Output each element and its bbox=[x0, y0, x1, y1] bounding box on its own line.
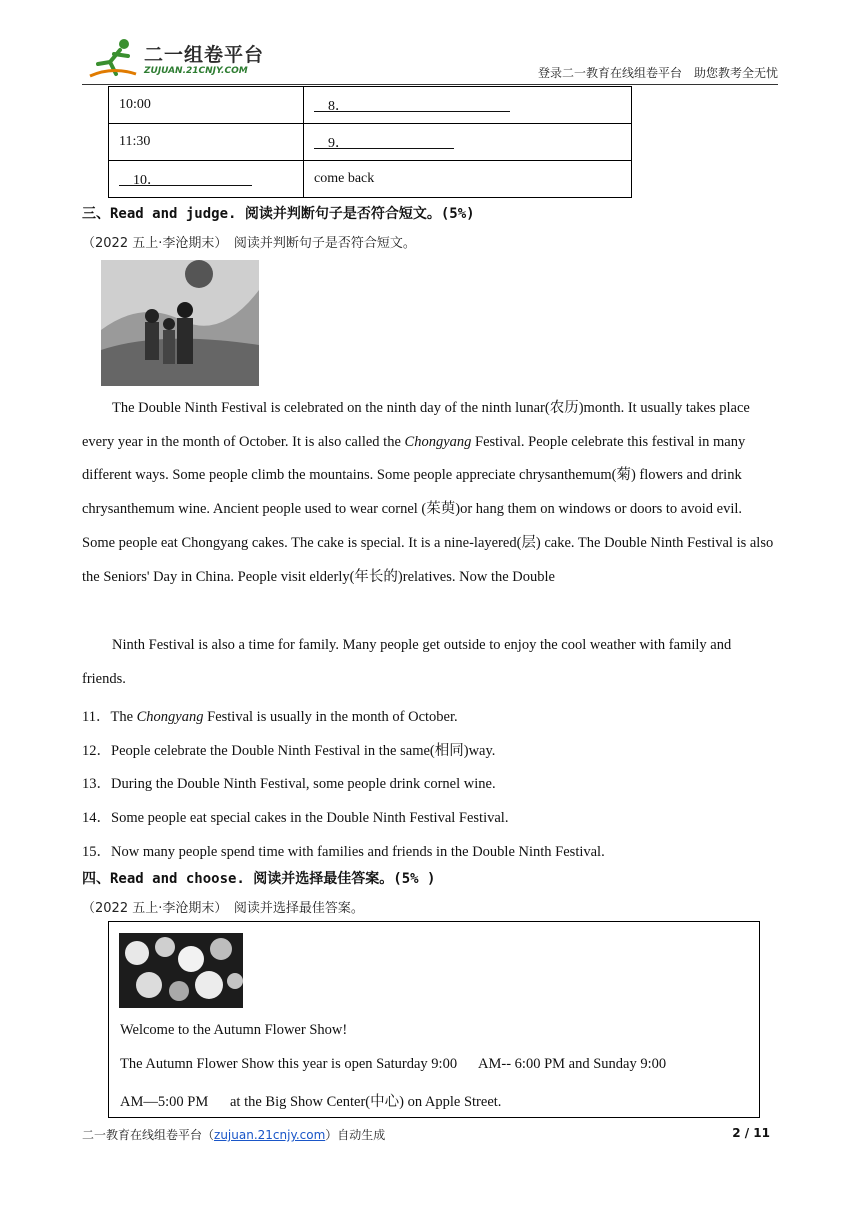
runner-logo-icon bbox=[86, 36, 140, 80]
header-divider bbox=[82, 84, 778, 85]
question-12: 12．People celebrate the Double Ninth Festival in the same(相同)way. bbox=[82, 743, 496, 759]
question-11: 11．The Chongyang Festival is usually in the month of October. bbox=[82, 709, 458, 725]
hiking-family-illustration bbox=[101, 260, 259, 386]
notice-welcome: Welcome to the Autumn Flower Show! bbox=[120, 1022, 348, 1038]
footer-link[interactable]: zujuan.21cnjy.com bbox=[214, 1128, 326, 1142]
logo-url: ZUJUAN.21CNJY.COM bbox=[144, 66, 248, 76]
time-cell: 11:30 bbox=[109, 124, 304, 161]
page-number: 2 / 11 bbox=[732, 1126, 770, 1140]
flower-show-notice bbox=[108, 921, 760, 1118]
question-14: 14．Some people eat special cakes in the Double Ninth Festival Festival. bbox=[82, 810, 509, 826]
question-15: 15．Now many people spend time with families and friends in the Double Ninth Festival. bbox=[82, 844, 605, 860]
table-row bbox=[109, 87, 632, 124]
passage-paragraph-2: Ninth Festival is also a time for family. Many people get outside to enjoy the cool weather with family and friends. bbox=[82, 637, 732, 687]
notice-line-1: The Autumn Flower Show this year is open Saturday 9:00 AM-- 6:00 PM and Sunday 9:00 bbox=[120, 1056, 667, 1072]
passage-paragraph-1: The Double Ninth Festival is celebrated on the ninth day of the ninth lunar(农历)month. It usually takes place every year in the month of October. It is also called the Chongyang Festival. People celebrate this festival in many different ways. Some people climb the mountains. Some people appreciate chrysanthemum(菊) flowers and drink chrysanthemum wine. Ancient people used to wear cornel (茱萸)or hang them on windows or doors to avoid evil. Some people eat Chongyang cakes. The cake is special. It is a nine-layered(层) cake. The Double Ninth Festival is also the Seniors' Day in China. People visit elderly(年长的)relatives. Now the Double bbox=[82, 400, 774, 585]
schedule-table bbox=[108, 86, 632, 198]
table-row bbox=[109, 124, 632, 161]
question-13: 13．During the Double Ninth Festival, some people drink cornel wine. bbox=[82, 776, 496, 792]
table-row bbox=[109, 161, 632, 198]
chrysanthemum-photo bbox=[119, 933, 243, 1008]
notice-line-2: AM—5:00 PM at the Big Show Center(中心) on Apple Street. bbox=[120, 1094, 502, 1110]
activity-cell: come back bbox=[304, 161, 632, 198]
time-cell: 10:00 bbox=[109, 87, 304, 124]
footer-source: 二一教育在线组卷平台（zujuan.21cnjy.com）自动生成 bbox=[82, 1128, 386, 1142]
logo[interactable] bbox=[86, 34, 286, 84]
header-slogan: 登录二一教育在线组卷平台 助您教考全无忧 bbox=[537, 66, 778, 80]
logo-text: 二一组卷平台 bbox=[144, 44, 265, 66]
section-4-title: 四、Read and choose. 阅读并选择最佳答案。(5% ) bbox=[82, 871, 436, 887]
blank-cell: 9． bbox=[304, 124, 632, 161]
blank-cell: 8． bbox=[304, 87, 632, 124]
section-3-source: （2022 五上·李沧期末） 阅读并判断句子是否符合短文。 bbox=[82, 236, 416, 251]
section-3-title: 三、Read and judge. 阅读并判断句子是否符合短文。(5%) bbox=[82, 206, 475, 222]
blank-cell: 10． bbox=[109, 161, 304, 198]
section-4-source: （2022 五上·李沧期末） 阅读并选择最佳答案。 bbox=[82, 901, 364, 916]
